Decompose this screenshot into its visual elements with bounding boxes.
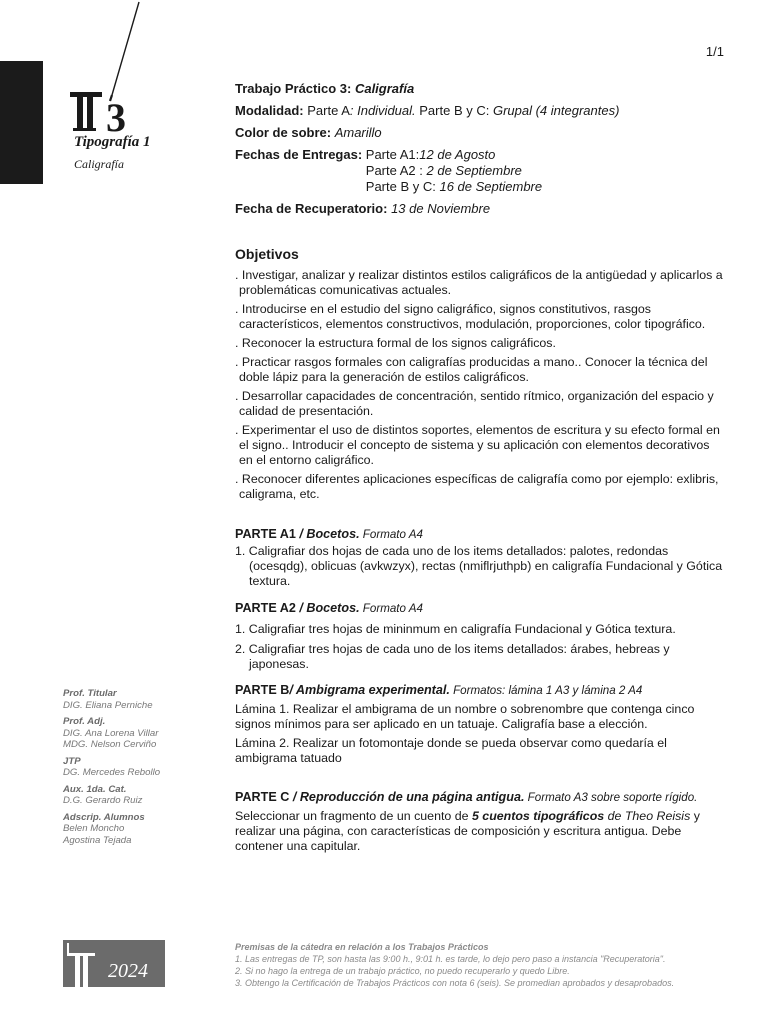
parte-b-section [235, 683, 725, 766]
parte-a2-sub: / Bocetos. [295, 601, 360, 615]
parte-b-format: Formatos: lámina 1 A3 y lámina 2 A4 [449, 684, 643, 697]
staff-role: Prof. Adj. [63, 716, 106, 727]
parte-a2-section [235, 601, 725, 677]
parte-a1-section [235, 527, 725, 594]
footer-line: 2. Si no hago la entrega de un trabajo práctico, no puedo recuperarlo y quedo Libre. [235, 966, 570, 976]
parte-b-p1: Lámina 1. Realizar el ambigrama de un nombre o sobrenombre que contenga cinco signos mínimos para ser aplicado en un tatuaje. Caligrafía base a elección. [235, 702, 695, 731]
logo-number: 3 [106, 95, 126, 140]
color-line [235, 125, 725, 141]
objetivos-section [235, 247, 725, 506]
t3-logo-icon [62, 0, 142, 140]
parte-a2-title: PARTE A2 [235, 601, 296, 615]
color-value: Amarillo [334, 125, 382, 140]
objetivo-item: . Experimentar el uso de distintos soportes, elementos de escritura y su efecto formal en el signo.. Introducir el concepto de sistema y su aplicación con elementos decorativos en el entorno caligráfico. [235, 423, 720, 467]
page-number: 1/1 [705, 44, 724, 59]
parte-c-book-title: 5 cuentos tipográficos [471, 809, 605, 823]
objetivo-item: . Practicar rasgos formales con caligrafías producidas a mano.. Conocer la técnica del doble lápiz para la generación de estilos caligráficos. [235, 355, 708, 384]
parte-c-heading [235, 790, 725, 805]
staff-name: DG. Mercedes Rebollo [63, 767, 161, 778]
objetivo-item: . Investigar, analizar y realizar distintos estilos caligráficos de la antigüedad y aplicarlos a problemáticas comunicativas actuales. [235, 268, 723, 297]
parte-c-title: PARTE C [235, 790, 290, 804]
meta-block [235, 81, 725, 223]
modalidad-a: Parte A [307, 103, 350, 118]
tp-label: Trabajo Práctico 3: [235, 81, 352, 96]
objetivo-item: . Introducirse en el estudio del signo caligráfico, signos constitutivos, rasgos característicos, elementos constructivos, modulación, proporciones, color tipográfico. [235, 302, 706, 331]
objetivo-item: . Desarrollar capacidades de concentración, sentido rítmico, organización del espacio y calidad de presentación. [235, 389, 714, 418]
side-black-bar [0, 61, 43, 184]
objetivos-title: Objetivos [235, 246, 299, 262]
staff-name: D.G. Gerardo Ruiz [63, 795, 143, 806]
fecha-date: 16 de Septiembre [439, 179, 543, 194]
parte-c-paragraph [235, 809, 725, 854]
parte-a2-item: 1. Caligrafiar tres hojas de mininmum en caligrafía Fundacional y Gótica textura. [235, 622, 676, 636]
parte-a2-heading [235, 601, 725, 616]
recup-value: 13 de Noviembre [391, 201, 491, 216]
parte-a1-title: PARTE A1 [235, 527, 296, 541]
modalidad-label: Modalidad: [235, 103, 304, 118]
staff-list [63, 688, 223, 846]
subject-title: Tipografía 1 [74, 134, 151, 150]
fechas-label: Fechas de Entregas: [235, 147, 363, 162]
parte-c-text-end: y realizar una página, con características de composición y escritura antigua. Debe contener una capitular. [235, 809, 700, 853]
fecha-part: Parte A2 : [365, 163, 423, 178]
tp-value: Caligrafía [354, 81, 415, 96]
footer-premisas [235, 941, 735, 989]
modalidad-line [235, 103, 725, 119]
parte-a2-item: 2. Caligrafiar tres hojas de cada uno de los items detallados: árabes, hebreas y japonesas. [235, 642, 670, 671]
fecha-row [366, 147, 496, 162]
modalidad-bc: Parte B y C: [419, 103, 490, 118]
staff-role: JTP [63, 755, 81, 767]
parte-b-sub: / Ambigrama experimental. [289, 683, 450, 697]
parte-c-author: de Theo Reisis [604, 809, 691, 823]
fecha-date: 2 de Septiembre [426, 163, 522, 178]
footer-title: Premisas de la cátedra en relación a los Trabajos Prácticos [235, 942, 489, 952]
modalidad-bc-value: Grupal (4 integrantes) [492, 103, 620, 118]
staff-role: Adscrip. Alumnos [63, 811, 145, 823]
staff-name: MDG. Nelson Cerviño [63, 739, 157, 750]
tp-line [235, 81, 725, 97]
parte-c-section [235, 790, 725, 854]
subject-subtitle: Caligrafía [74, 157, 125, 171]
modalidad-a-value: : Individual. [349, 103, 416, 118]
parte-b-p2: Lámina 2. Realizar un fotomontaje donde se pueda observar como quedaría el ambigrama tatuado [235, 736, 667, 765]
staff-name: DIG. Ana Lorena Villar [63, 727, 159, 739]
recup-line [235, 201, 725, 217]
year-label: 2024 [108, 960, 148, 982]
staff-role: Aux. 1da. Cat. [63, 783, 127, 795]
parte-a2-format: Formato A4 [359, 602, 423, 615]
fechas-line [235, 147, 725, 195]
footer-line: 3. Obtengo la Certificación de Trabajos Prácticos con nota 6 (seis). Se promedian aprobados y desaprobados. [235, 978, 675, 988]
t-logo-icon [63, 940, 103, 987]
parte-c-format: Formato A3 sobre soporte rígido. [524, 791, 698, 804]
objetivo-item: . Reconocer la estructura formal de los signos caligráficos. [235, 336, 556, 350]
staff-role: Prof. Titular [63, 688, 117, 699]
recup-label: Fecha de Recuperatorio: [235, 201, 388, 216]
parte-b-title: PARTE B [235, 683, 290, 697]
parte-a1-item: 1. Caligrafiar dos hojas de cada uno de los items detallados: palotes, redondas (ocesqdg), oblicuas (avkwzyx), rectas (nmiflrjuthpb) en caligrafía Fundacional y Gótica textura. [235, 544, 723, 588]
parte-a1-format: Formato A4 [359, 528, 423, 541]
fecha-date: 12 de Agosto [419, 147, 496, 162]
staff-name: Agostina Tejada [63, 834, 132, 846]
parte-a1-sub: / Bocetos. [295, 527, 360, 541]
fecha-part: Parte A1: [365, 147, 420, 162]
parte-b-heading [235, 683, 725, 698]
parte-a1-heading [235, 527, 725, 542]
fechas-list [366, 147, 542, 195]
color-label: Color de sobre: [235, 125, 332, 140]
objetivo-item: . Reconocer diferentes aplicaciones específicas de caligrafía como por ejemplo: exlibris, caligrama, etc. [235, 472, 719, 501]
fecha-row [366, 163, 522, 178]
fecha-row [366, 179, 542, 194]
staff-name: DIG. Eliana Perniche [63, 699, 153, 711]
staff-name: Belen Moncho [63, 823, 125, 834]
parte-c-text-start: Seleccionar un fragmento de un cuento de [235, 809, 472, 823]
fecha-part: Parte B y C: [365, 179, 436, 194]
footer-line: 1. Las entregas de TP, son hasta las 9:00 h., 9:01 h. es tarde, lo dejo pero paso a instancia "Recuperatoria". [235, 954, 666, 964]
parte-c-sub: / Reproducción de una página antigua. [289, 790, 525, 804]
